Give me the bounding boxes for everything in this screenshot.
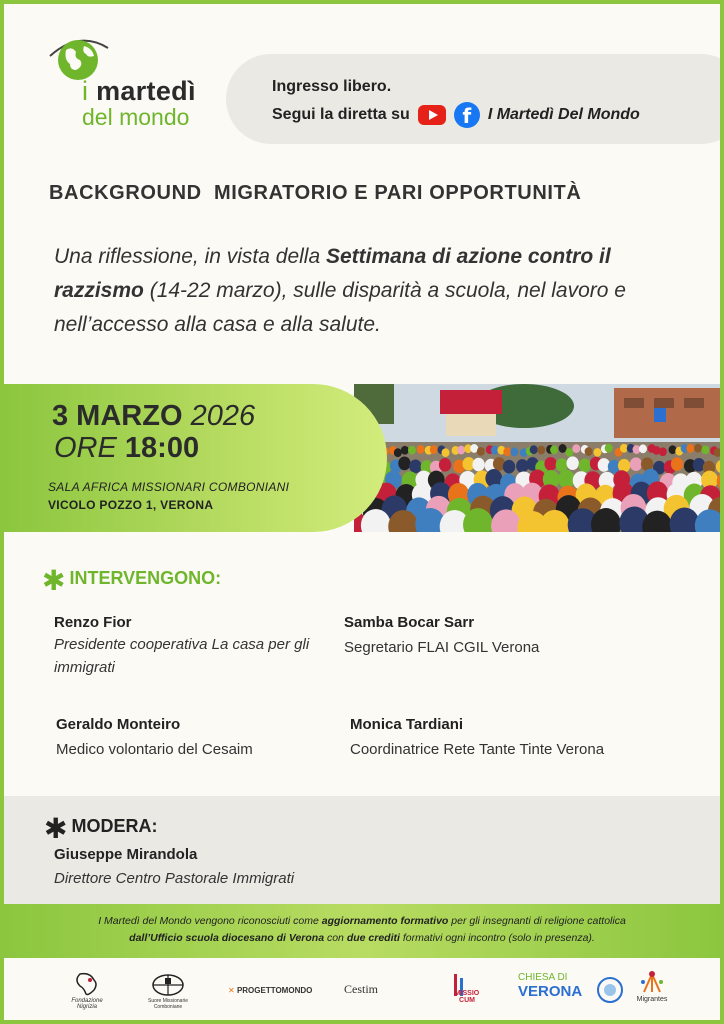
comboniani-logo <box>138 972 198 1010</box>
speaker-role: Coordinatrice Rete Tante Tinte Verona <box>350 741 605 758</box>
time-label: ORE <box>54 432 117 464</box>
follow-text: Segui la diretta su <box>272 106 410 123</box>
progettomondo-logo: ✕ PROGETTOMONDO <box>228 986 313 995</box>
page-title: BACKGROUND MIGRATORIO E PARI OPPORTUNITÀ <box>49 182 582 204</box>
desc-part2: (14-22 marzo), sulle disparità a scuola, nel lavoro e nell’accesso alla casa e alla salute. <box>54 279 626 336</box>
migrantes-icon <box>637 970 667 994</box>
description <box>54 240 694 342</box>
nigrizia-logo <box>64 972 110 1010</box>
moderator-panel <box>4 796 720 904</box>
chiesa-top-text: CHIESA DI <box>518 972 568 983</box>
logo-word: martedì <box>96 76 196 106</box>
logo-line1 <box>82 76 196 107</box>
nigrizia-text: Fondazione Nigrizia <box>71 998 103 1010</box>
note-p3: con <box>324 932 347 944</box>
event-time <box>54 432 199 465</box>
cestim-logo <box>344 982 378 997</box>
poster <box>4 4 720 1020</box>
crowd-photo <box>354 384 720 532</box>
entry-text: Ingresso libero. <box>272 78 392 95</box>
event-day-month: 3 MARZO <box>52 400 183 432</box>
cestim-text: Cestim <box>344 982 379 996</box>
event-date <box>52 400 255 433</box>
event-band <box>4 384 720 532</box>
missio-text: MISSIO CUM <box>454 990 480 1004</box>
comboniani-text: Suore Missionarie Comboniane <box>147 998 189 1010</box>
moderator-role: Direttore Centro Pastorale Immigrati <box>54 870 295 887</box>
youtube-icon[interactable] <box>418 105 446 125</box>
seal-icon <box>596 976 624 1004</box>
speaker-name: Samba Bocar Sarr <box>344 614 475 631</box>
note-b1: aggiornamento formativo <box>321 915 449 927</box>
globe-cross-icon <box>151 972 185 996</box>
note-p1: I Martedì del Mondo vengono riconosciuti come <box>98 915 322 927</box>
diocese-seal <box>596 976 624 1006</box>
chiesa-bottom-text: VERONA <box>518 983 583 1000</box>
speaker-role: Medico volontario del Cesaim <box>56 741 253 758</box>
speaker-name: Geraldo Monteiro <box>56 716 181 733</box>
speaker-role: Segretario FLAI CGIL Verona <box>344 639 540 656</box>
event-details <box>4 384 387 532</box>
migrantes-text: Migrantes <box>636 996 668 1003</box>
speakers-heading <box>42 564 221 597</box>
logo-line2: del mondo <box>82 104 190 130</box>
logo <box>44 34 214 130</box>
asterisk-icon: ✱ <box>44 812 68 845</box>
moderator-heading-text: MODERA: <box>71 816 158 836</box>
speaker-name: Monica Tardiani <box>350 716 464 733</box>
facebook-icon[interactable]: f <box>454 102 480 128</box>
note-b2: dall’Ufficio scuola diocesano di Verona <box>129 932 325 944</box>
training-note <box>4 904 720 958</box>
missio-logo <box>438 972 482 1004</box>
migrantes-logo <box>632 970 672 1003</box>
desc-bold: Settimana di azione contro il razzismo <box>54 245 611 302</box>
speakers-heading-text: INTERVENGONO: <box>69 568 222 588</box>
note-line1 <box>4 913 720 930</box>
partner-logos <box>4 958 720 1020</box>
africa-icon <box>72 972 102 996</box>
venue-name: SALA AFRICA MISSIONARI COMBONIANI <box>48 480 290 494</box>
time-value: 18:00 <box>124 432 200 464</box>
progettomondo-text: PROGETTOMONDO <box>236 986 313 995</box>
follow-line <box>272 102 640 128</box>
moderator-heading <box>44 812 157 845</box>
note-p2: per gli insegnanti di religione cattolica <box>448 915 626 927</box>
asterisk-icon: ✱ <box>42 564 66 597</box>
desc-part1: Una riflessione, in vista della <box>54 245 326 268</box>
speaker-role: Presidente cooperativa La casa per gli immigrati <box>54 636 310 676</box>
logo-prefix: i <box>82 76 89 106</box>
moderator-name: Giuseppe Mirandola <box>54 846 198 863</box>
info-pill <box>226 54 720 144</box>
page-name[interactable]: I Martedì Del Mondo <box>487 106 640 123</box>
speaker-name: Renzo Fior <box>54 614 132 631</box>
note-line2 <box>4 930 720 947</box>
chiesa-verona-logo <box>518 972 590 1000</box>
event-year: 2026 <box>190 400 256 432</box>
note-b3: due crediti <box>346 932 400 944</box>
note-p4: formativi ogni incontro (solo in presenza). <box>399 932 595 944</box>
venue-address: VICOLO POZZO 1, VERONA <box>48 498 214 512</box>
